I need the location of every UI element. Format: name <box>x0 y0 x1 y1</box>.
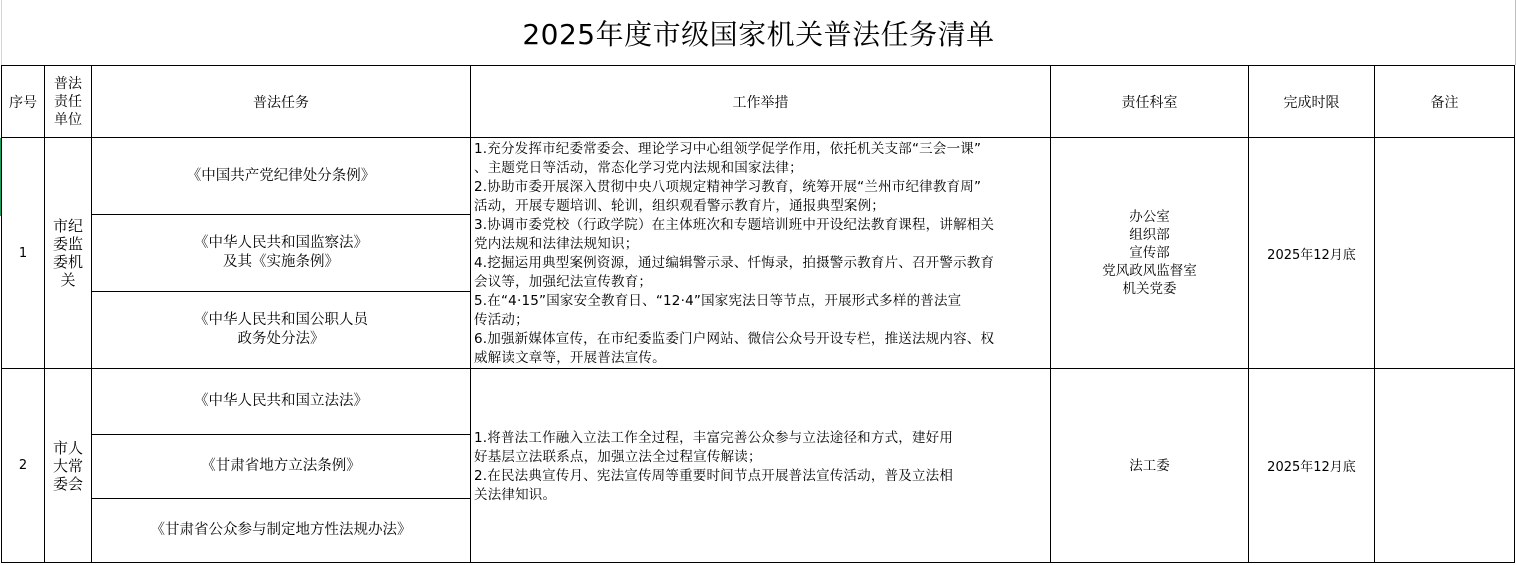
seq-cell[interactable]: 1 <box>2 138 45 369</box>
task-table <box>1 65 1515 563</box>
header-deadline[interactable]: 完成时限 <box>1249 66 1375 138</box>
table-row <box>2 138 1515 215</box>
remark-cell[interactable] <box>1375 138 1515 369</box>
dept-cell[interactable]: 办公室 组织部 宣传部 党风政风监督室 机关党委 <box>1051 138 1249 369</box>
remark-cell[interactable] <box>1375 369 1515 563</box>
dept-cell[interactable]: 法工委 <box>1051 369 1249 563</box>
header-task[interactable]: 普法任务 <box>92 66 471 138</box>
unit-cell[interactable]: 市人大常委会 <box>45 369 92 563</box>
title-row <box>1 0 1516 65</box>
deadline-cell[interactable]: 2025年12月底 <box>1249 138 1375 369</box>
task-cell[interactable]: 《中国共产党纪律处分条例》 <box>92 138 471 215</box>
header-seq[interactable]: 序号 <box>2 66 45 138</box>
task-cell[interactable]: 《甘肃省地方立法条例》 <box>92 435 471 499</box>
seq-cell[interactable]: 2 <box>2 369 45 563</box>
measures-cell[interactable]: 1.将普法工作融入立法工作全过程，丰富完善公众参与立法途径和方式，建好用 好基层立法联系点，加强立法全过程宣传解读； 2.在民法典宣传月、宪法宣传周等重要时间节点开展普法宣传活动，普及立法相 关法律知识。 <box>471 369 1051 563</box>
task-cell[interactable]: 《中华人民共和国监察法》 及其《实施条例》 <box>92 215 471 292</box>
header-dept[interactable]: 责任科室 <box>1051 66 1249 138</box>
task-cell[interactable]: 《中华人民共和国公职人员 政务处分法》 <box>92 292 471 369</box>
measures-cell[interactable]: 1.充分发挥市纪委常委会、理论学习中心组领学促学作用，依托机关支部“三会一课” 、主题党日等活动，常态化学习党内法规和国家法律； 2.协助市委开展深入贯彻中央八项规定精神学习教育，统筹开展“兰州市纪律教育周” 活动，开展专题培训、轮训，组织观看警示教育片，通报典型案例； 3.协调市委党校（行政学院）在主体班次和专题培训班中开设纪法教育课程，讲解相关 党内法规和法律法规知识； 4.挖掘运用典型案例资源，通过编辑警示录、忏悔录，拍摄警示教育片、召开警示教育 会议等，加强纪法宣传教育； 5.在“4·15”国家安全教育日、“12·4”国家宪法日等节点，开展形式多样的普法宣 传活动； 6.加强新媒体宣传，在市纪委监委门户网站、微信公众号开设专栏，推送法规内容、权 威解读文章等，开展普法宣传。 <box>471 138 1051 369</box>
task-cell[interactable]: 《中华人民共和国立法法》 <box>92 369 471 435</box>
unit-cell[interactable]: 市纪委监委机关 <box>45 138 92 369</box>
task-cell[interactable]: 《甘肃省公众参与制定地方性法规办法》 <box>92 499 471 563</box>
deadline-cell[interactable]: 2025年12月底 <box>1249 369 1375 563</box>
header-row <box>2 66 1515 138</box>
page-title: 2025年度市级国家机关普法任务清单 <box>522 17 995 51</box>
header-remark[interactable]: 备注 <box>1375 66 1515 138</box>
header-measures[interactable]: 工作举措 <box>471 66 1051 138</box>
table-row <box>2 369 1515 435</box>
header-unit[interactable]: 普法责任单位 <box>45 66 92 138</box>
